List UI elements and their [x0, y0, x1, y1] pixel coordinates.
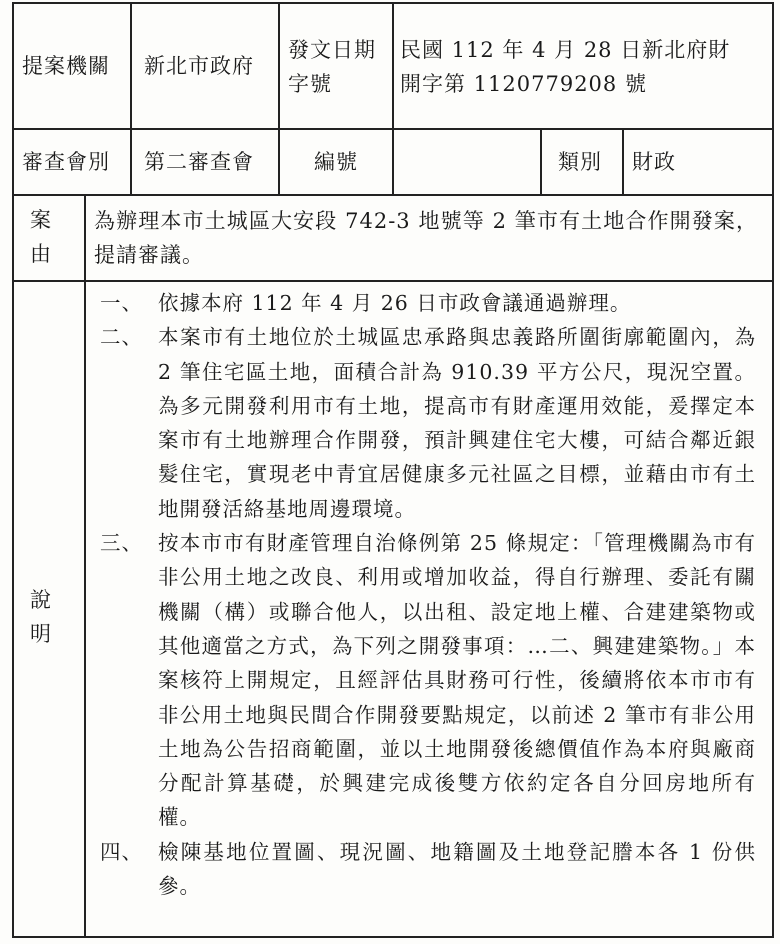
column-divider	[392, 2, 394, 130]
date-number-label-line2: 字號	[288, 72, 332, 96]
item-number: 二、	[100, 325, 143, 350]
table-row-divider	[12, 194, 774, 196]
proposer-value: 新北市政府	[144, 54, 254, 78]
table-border-left	[12, 2, 14, 938]
subject-label-line1: 案	[30, 208, 52, 232]
item-text: 本案市有土地位於土城區忠承路與忠義路所圍街廓範圍內，為 2 筆住宅區土地，面積合計為 910.39 平方公尺，現況空置。為多元開發利用市有土地，提高市有財產運用效能，爰擇定本案市有土地辦理合作開發，預計興建住宅大樓，可結合鄰近銀髮住宅，實現老中青宜居健康多元社區之目標，並藉由市有土地開發活絡基地周邊環境。	[158, 325, 756, 521]
explanation-item-1	[100, 286, 756, 320]
explanation-item-2	[100, 320, 756, 526]
item-text: 按本市市有財產管理自治條例第 25 條規定：「管理機關為市有非公用土地之改良、利用或增加收益，得自行辦理、委託有關機關（構）或聯合他人，以出租、設定地上權、合建建築物或其他適當之方式，為下列之開發事項：…二、興建建築物。」本案核符上開規定，且經評估具財務可行性，後續將依本市市有非公用土地與民間合作開發要點規定，以前述 2 筆市有非公用土地為公告招商範圍，並以土地開發後總價值作為本府與廠商分配計算基礎，於興建完成後雙方依約定各自分回房地所有權。	[158, 531, 756, 830]
column-divider	[622, 128, 624, 194]
category-value: 財政	[632, 150, 676, 174]
date-number-label-line1: 發文日期	[288, 38, 376, 62]
session-value: 第二審查會	[144, 150, 254, 174]
proposer-label: 提案機關	[22, 54, 110, 78]
number-label: 編號	[314, 150, 358, 174]
subject-label-line2: 由	[30, 242, 52, 266]
item-number: 四、	[100, 839, 143, 864]
table-row-divider	[12, 280, 774, 282]
subject-text: 為辦理本市土城區大安段 742-3 地號等 2 筆市有土地合作開發案，提請審議。	[94, 209, 758, 267]
explanation-item-3	[100, 526, 756, 835]
table-border-right	[772, 2, 774, 938]
column-divider	[392, 128, 394, 194]
date-number-value-line1: 民國 112 年 4 月 28 日新北府財	[400, 38, 731, 62]
item-text: 依據本府 112 年 4 月 26 日市政會議通過辦理。	[158, 291, 632, 315]
explanation-list	[100, 286, 756, 903]
explanation-item-4	[100, 835, 756, 904]
table-border-bottom	[12, 936, 774, 938]
session-label: 審查會別	[22, 150, 110, 174]
column-divider	[278, 128, 280, 194]
column-divider	[278, 2, 280, 130]
column-divider	[84, 194, 86, 938]
category-label: 類別	[558, 150, 602, 174]
item-number: 三、	[100, 531, 143, 556]
item-number: 一、	[100, 291, 143, 315]
column-divider	[540, 128, 542, 194]
item-text: 檢陳基地位置圖、現況圖、地籍圖及土地登記謄本各 1 份供參。	[158, 839, 756, 899]
date-number-value-line2: 開字第 1120779208 號	[400, 72, 647, 96]
explanation-label-line2: 明	[30, 622, 52, 646]
explanation-label-line1: 說	[30, 588, 52, 612]
column-divider	[130, 2, 132, 130]
column-divider	[130, 128, 132, 194]
